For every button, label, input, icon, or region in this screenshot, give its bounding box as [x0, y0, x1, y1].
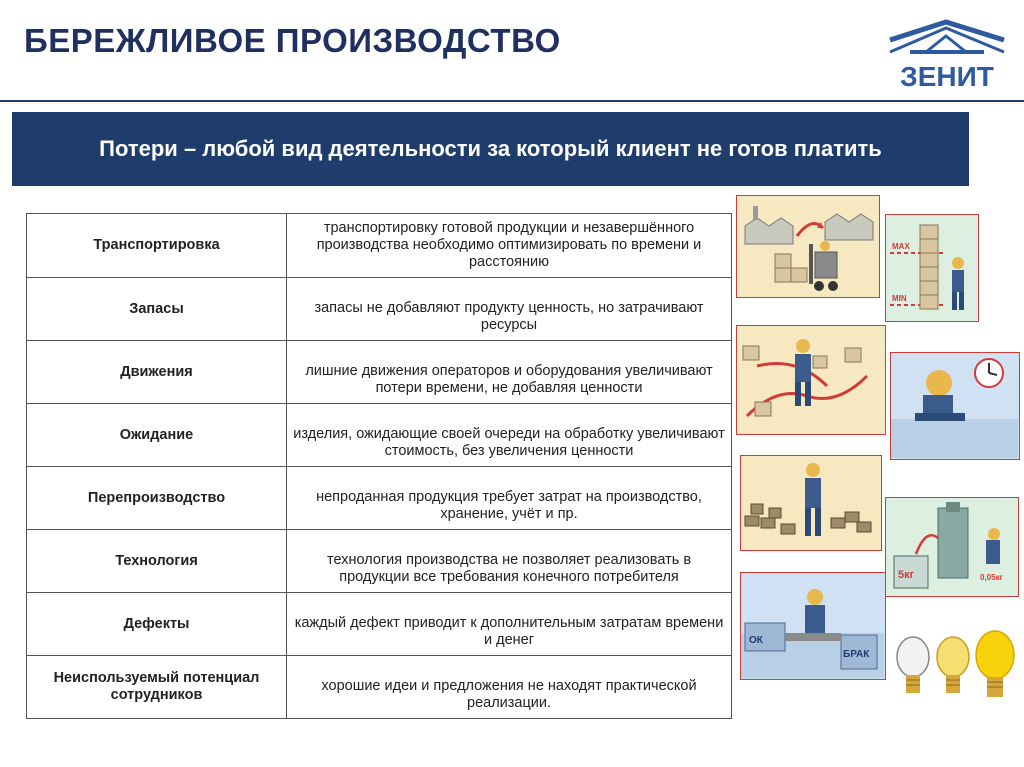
- lightbulb-on-icon: [976, 631, 1014, 697]
- waste-description: каждый дефект приводит к дополнительным затратам времени и денег: [287, 593, 732, 656]
- svg-text:MIN: MIN: [892, 294, 907, 303]
- waste-description: лишние движения операторов и оборудования увеличивают потери времени, не добавляя ценности: [287, 341, 732, 404]
- logo-text: ЗЕНИТ: [900, 61, 994, 92]
- waste-name: Транспортировка: [27, 214, 287, 278]
- svg-text:0,05кг: 0,05кг: [980, 573, 1003, 582]
- waste-name: Технология: [27, 530, 287, 593]
- waste-description: непроданная продукция требует затрат на производство, хранение, учёт и пр.: [287, 467, 732, 530]
- page-title: БЕРЕЖЛИВОЕ ПРОИЗВОДСТВО: [24, 22, 561, 59]
- table-row: [27, 404, 732, 467]
- waste-description: хорошие идеи и предложения не находят практической реализации.: [287, 656, 732, 719]
- waste-name: Запасы: [27, 278, 287, 341]
- zenit-logo: [886, 18, 1008, 92]
- waste-table: [26, 213, 732, 719]
- waste-name: Ожидание: [27, 404, 287, 467]
- waste-description: транспортировку готовой продукции и незавершённого производства необходимо оптимизировать по времени и расстоянию: [287, 214, 732, 278]
- waste-name: Неиспользуемый потенциал сотрудников: [27, 656, 287, 719]
- definition-banner: Потери – любой вид деятельности за который клиент не готов платить: [12, 112, 969, 186]
- transport-illustration: [736, 195, 880, 298]
- svg-text:5кг: 5кг: [898, 569, 915, 581]
- table-row: [27, 278, 732, 341]
- table-row: [27, 341, 732, 404]
- movement-illustration: [736, 325, 886, 435]
- waste-name: Перепроизводство: [27, 467, 287, 530]
- ideas-illustration: [888, 618, 1022, 718]
- lightbulb-off-icon: [897, 637, 929, 693]
- waste-description: технология производства не позволяет реализовать в продукции все требования конечного потребителя: [287, 530, 732, 593]
- lightbulb-dim-icon: [937, 637, 969, 693]
- svg-text:ОК: ОК: [749, 635, 763, 646]
- waiting-illustration: [890, 352, 1020, 460]
- waste-name: Движения: [27, 341, 287, 404]
- svg-text:MAX: MAX: [892, 242, 910, 251]
- header-divider: [0, 100, 1024, 102]
- waste-description: изделия, ожидающие своей очереди на обработку увеличивают стоимость, без увеличения ценности: [287, 404, 732, 467]
- svg-text:БРАК: БРАК: [843, 649, 870, 660]
- table-row: [27, 656, 732, 719]
- overproduction-illustration: [740, 455, 882, 551]
- table-row: [27, 530, 732, 593]
- defects-illustration: [740, 572, 886, 680]
- table-row: [27, 593, 732, 656]
- waste-name: Дефекты: [27, 593, 287, 656]
- table-row: [27, 214, 732, 278]
- waste-description: запасы не добавляют продукту ценность, но затрачивают ресурсы: [287, 278, 732, 341]
- technology-illustration: [885, 497, 1019, 597]
- table-row: [27, 467, 732, 530]
- inventory-illustration: [885, 214, 979, 322]
